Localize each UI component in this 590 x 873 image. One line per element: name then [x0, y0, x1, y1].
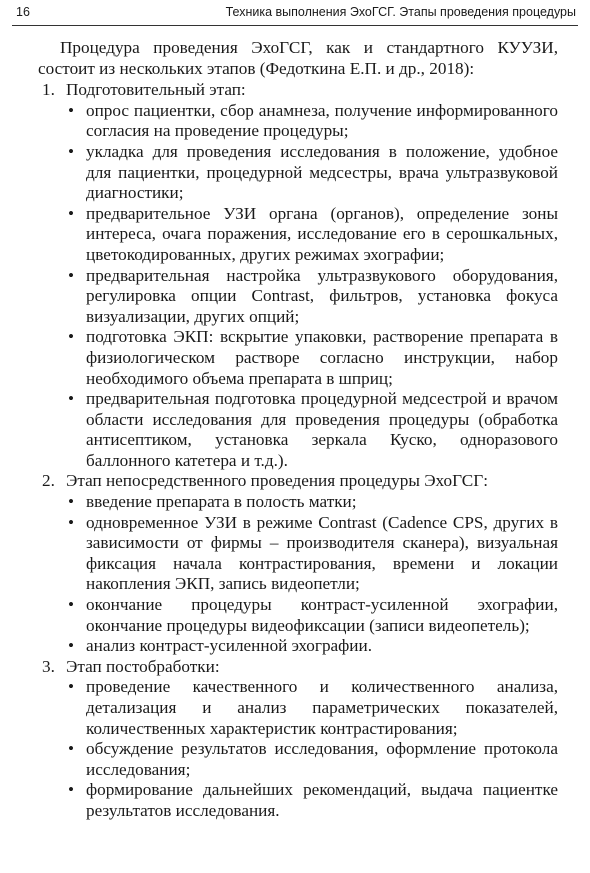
bullet-icon: • — [68, 636, 75, 656]
stage-3-list — [38, 677, 558, 821]
bullet-icon: • — [68, 780, 75, 800]
bullet-icon: • — [68, 677, 75, 697]
stage-title — [38, 657, 558, 678]
bullet-icon: • — [68, 389, 75, 409]
stage-title-text: Этап непосредственного проведения процедуры ЭхоГСГ: — [66, 471, 488, 491]
stage-number: 1. — [42, 80, 55, 100]
list-item: • одновременное УЗИ в режиме Contrast (Cadence CPS, других в зависимости от фирмы – производителя сканера), визуальная фиксация начала контрастирования, времени и локации накопления ЭКП, запись видеопетли; — [68, 512, 558, 594]
running-title: Техника выполнения ЭхоГСГ. Этапы проведения процедуры — [225, 5, 576, 19]
stage-number: 2. — [42, 471, 55, 491]
page-header — [12, 0, 578, 26]
list-item: • проведение качественного и количественного анализа, детализация и анализ параметрических показателей, количественных характеристик контрастирования; — [68, 677, 558, 738]
stage-title-text: Подготовительный этап: — [66, 80, 246, 100]
bullet-icon: • — [68, 512, 75, 532]
bullet-icon: • — [68, 141, 75, 161]
bullet-icon: • — [68, 203, 75, 223]
bullet-icon: • — [68, 492, 75, 512]
list-item: • подготовка ЭКП: вскрытие упаковки, растворение препарата в физиологическом растворе согласно инструкции, набор необходимого объема препарата в шприц; — [68, 327, 558, 388]
stage-3 — [38, 657, 558, 822]
list-item: • введение препарата в полость матки; — [68, 492, 357, 512]
list-item: • укладка для проведения исследования в положение, удобное для пациентки, процедурной медсестры, врача ультразвуковой диагностики; — [68, 141, 558, 203]
stage-2-list — [38, 492, 558, 657]
intro-paragraph: Процедура проведения ЭхоГСГ, как и стандартного КУУЗИ, состоит из нескольких этапов (Федоткина Е.П. и др., 2018): — [38, 38, 558, 78]
list-item: • предварительная настройка ультразвукового оборудования, регулировка опции Contrast, фильтров, установка фокуса визуализации, других опций; — [68, 265, 558, 326]
stage-number: 3. — [42, 656, 55, 676]
list-item: • окончание процедуры контраст-усиленной эхографии, окончание процедуры видеофиксации (записи видеопетель); — [68, 595, 558, 635]
stage-1-list — [38, 101, 558, 472]
list-item: • опрос пациентки, сбор анамнеза, получение информированного согласия на проведение процедуры; — [68, 100, 558, 141]
stage-2 — [38, 471, 558, 656]
list-item: • обсуждение результатов исследования, оформление протокола исследования; — [68, 739, 558, 779]
stage-title-text: Этап постобработки: — [66, 656, 220, 676]
bullet-icon: • — [68, 327, 75, 347]
bullet-icon: • — [68, 739, 75, 759]
stage-1 — [38, 80, 558, 471]
bullet-icon: • — [68, 265, 75, 285]
list-item: • предварительная подготовка процедурной медсестрой и врачом области исследования для проведения процедуры (обработка антисептиком, установка зеркала Куско, одноразового баллонного катетера и т.д.). — [68, 389, 558, 470]
bullet-icon: • — [68, 100, 75, 120]
page-number: 16 — [16, 5, 30, 19]
page-body — [38, 38, 558, 822]
bullet-icon: • — [68, 595, 75, 615]
list-item: • предварительное УЗИ органа (органов), определение зоны интереса, очага поражения, исследование его в серошкальных, цветокодированных, других режимах эхографии; — [68, 203, 558, 264]
stage-title — [38, 471, 558, 492]
list-item: • формирование дальнейших рекомендаций, выдача пациентке результатов исследования. — [68, 780, 558, 820]
stage-title — [38, 80, 558, 101]
list-item: • анализ контраст-усиленной эхографии. — [68, 636, 372, 656]
